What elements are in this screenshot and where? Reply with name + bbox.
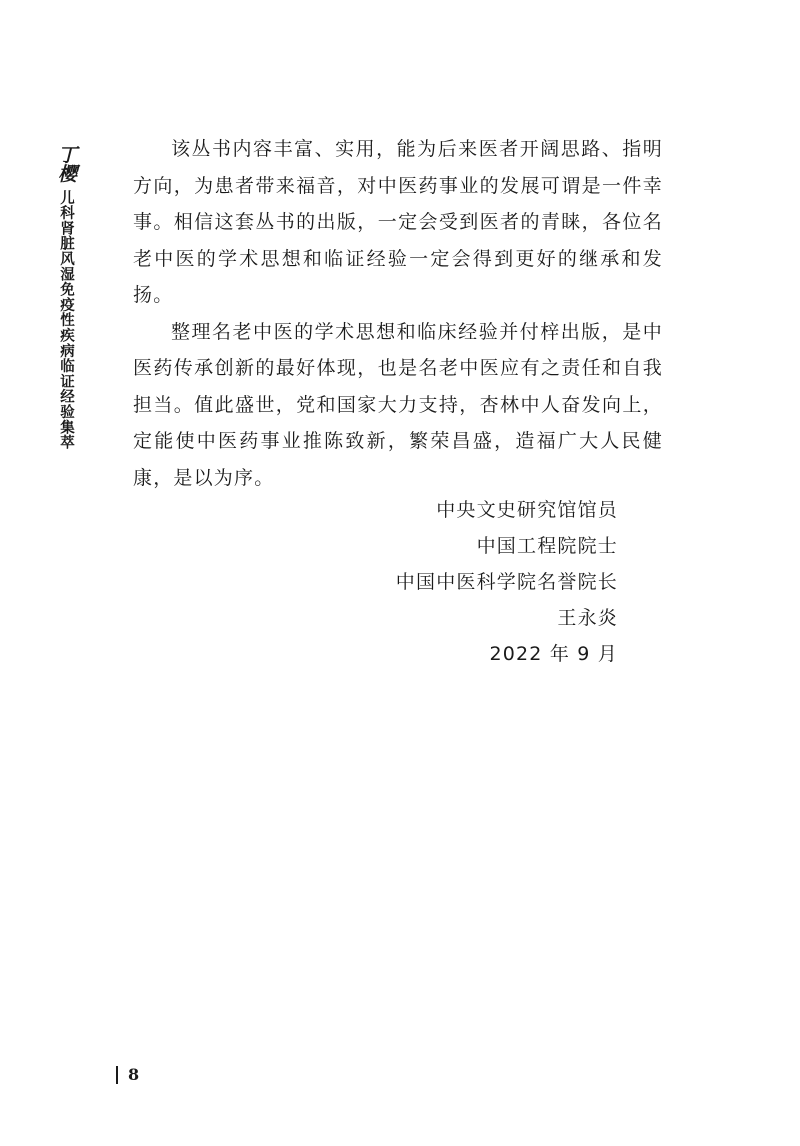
- series-title: 儿科肾脏风湿免疫性疾病临证经验集萃: [58, 190, 74, 451]
- paragraph: 整理名老中医的学术思想和临床经验并付梓出版，是中医药传承创新的最好体现，也是名老中医应有之责任和自我担当。值此盛世，党和国家大力支持，杏林中人奋发向上，定能使中医药事业推陈致新，繁荣昌盛，造福广大人民健康，是以为序。: [133, 320, 663, 489]
- signature-title-3: 中国中医科学院名誉院长: [395, 571, 618, 593]
- paragraph: 该丛书内容丰富、实用，能为后来医者开阔思路、指明方向，为患者带来福音，对中医药事业的发展可谓是一件幸事。相信这套丛书的出版，一定会受到医者的青睐，各位名老中医的学术思想和临证经验一定会得到更好的继承和发扬。: [133, 138, 663, 306]
- preface-body: [133, 131, 663, 496]
- author-mark: 丁樱: [55, 145, 77, 183]
- series-sidebar: [52, 140, 80, 480]
- signature-title-1: 中央文史研究馆馆员: [436, 499, 618, 521]
- signature-title-2: 中国工程院院士: [476, 535, 618, 557]
- page-number: 8: [128, 1065, 140, 1084]
- footer-rule: [116, 1066, 118, 1084]
- page-footer: [116, 1066, 139, 1084]
- signature-name: 王永炎: [557, 607, 618, 629]
- signature-date: 2022 年 9 月: [489, 643, 618, 665]
- signature-block: [396, 492, 618, 672]
